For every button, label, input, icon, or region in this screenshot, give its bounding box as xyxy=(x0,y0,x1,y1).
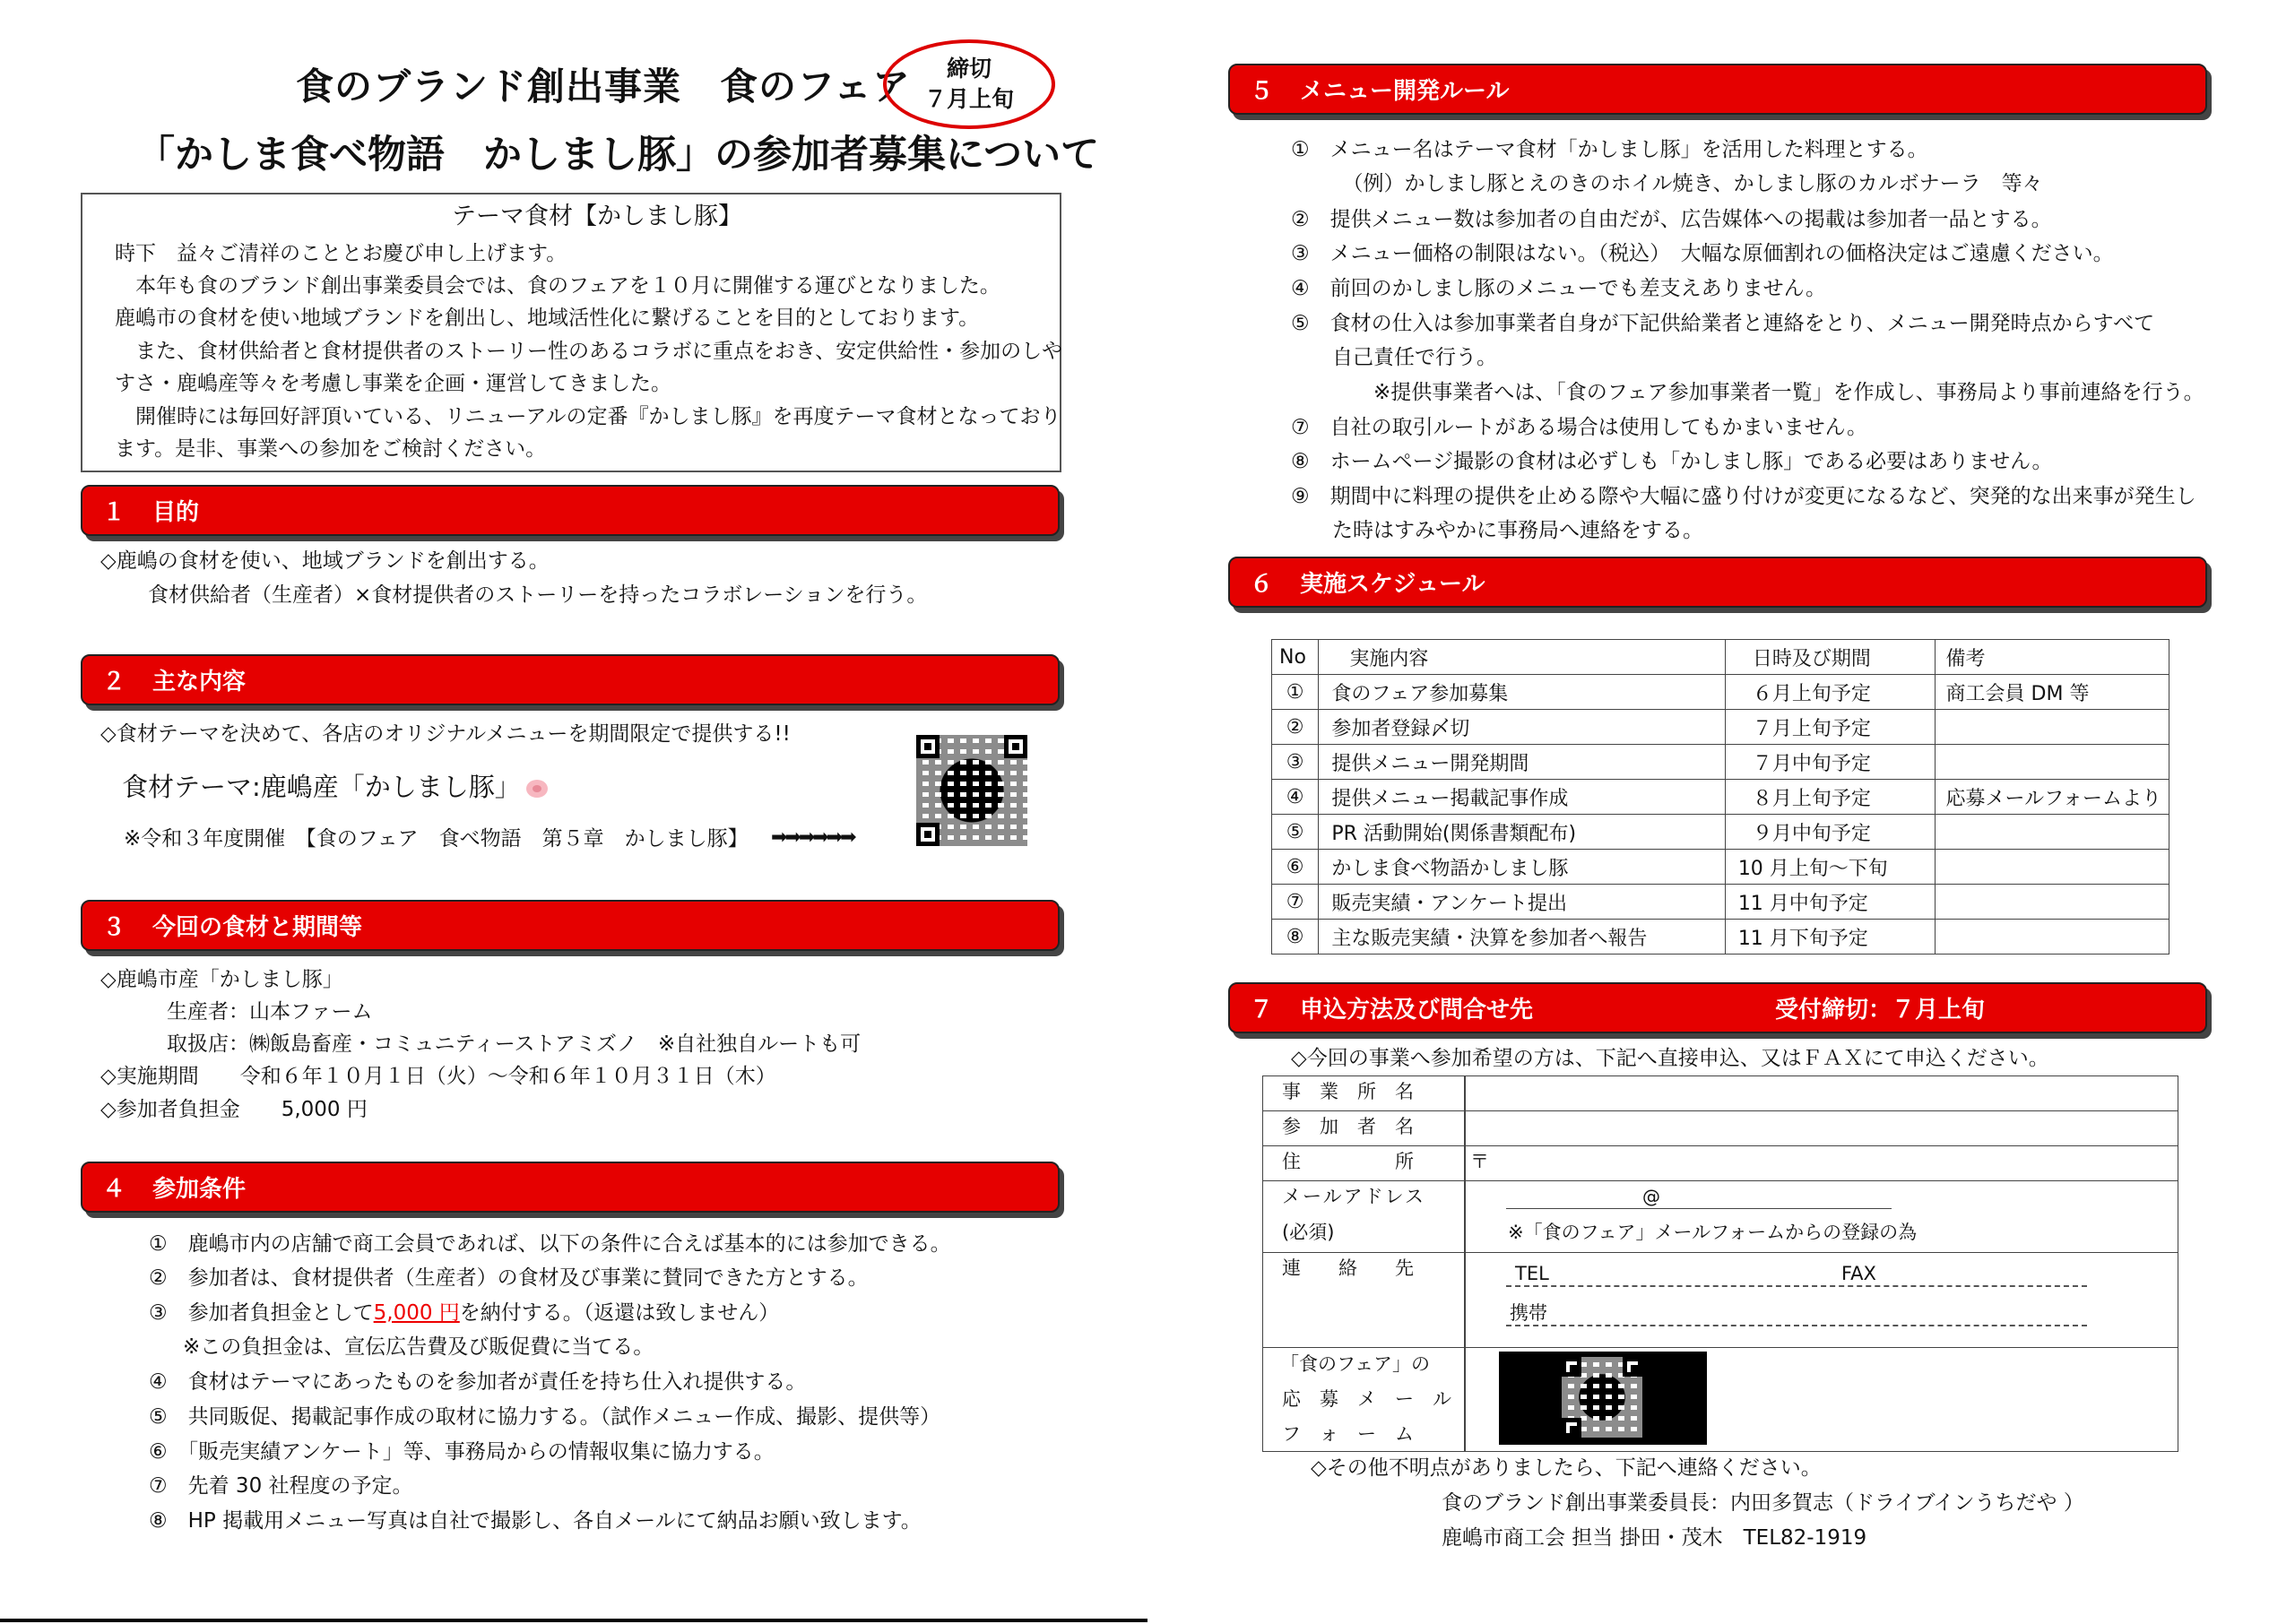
content-line: ◇食材テーマを決めて、各店のオリジナルメニューを期間限定で提供する!! xyxy=(100,722,791,746)
rule-line: ① メニュー名はテーマ食材「かしまし豚」を活用した料理とする。 xyxy=(1291,138,1928,161)
rule-line: （例）かしまし豚とえのきのホイル焼き、かしまし豚のカルボナーラ 等々 xyxy=(1291,172,2043,195)
form-label-address: 住 所 xyxy=(1282,1151,1414,1172)
section-header-application xyxy=(1228,982,2207,1033)
food-theme-text: 食材テーマ:鹿嶋産「かしまし豚」 xyxy=(122,772,521,802)
arrow-icons: ➡➡➡➡➡➡ xyxy=(771,826,854,849)
table-cell: 提供メニュー開発期間 xyxy=(1319,745,1725,780)
footer-line: 鹿嶋市商工会 担当 掛田・茂木 TEL82-1919 xyxy=(1442,1526,1867,1550)
form-divider xyxy=(1464,1076,1466,1451)
table-row xyxy=(1272,850,2169,885)
table-header: 実施内容 xyxy=(1319,640,1725,675)
table-cell: ④ xyxy=(1272,780,1319,815)
intro-line: ます。是非、事業への参加をご検討ください。 xyxy=(115,437,547,461)
section-number: １ xyxy=(102,499,126,526)
qr-finder-icon xyxy=(1623,1357,1642,1377)
table-cell xyxy=(1935,885,2169,920)
table-row xyxy=(1272,815,2169,850)
email-at-sign: @ xyxy=(1642,1186,1660,1207)
intro-line: 開催時には毎回好評頂いている、リニューアルの定番『かしまし豚』を再度テーマ食材となっており xyxy=(115,405,1061,428)
tel-label: TEL xyxy=(1515,1263,1549,1284)
table-cell: 主な販売実績・決算を参加者へ報告 xyxy=(1319,920,1725,955)
intro-line: 鹿嶋市の食材を使い地域ブランドを創出し、地域活性化に繋げることを目的としております。 xyxy=(115,307,980,330)
intro-line: すさ・鹿嶋産等々を考慮し事業を企画・運営してきました。 xyxy=(115,372,671,395)
condition-item: ② 参加者は、食材提供者（生産者）の食材及び事業に賛同できた方とする。 xyxy=(149,1266,869,1290)
deadline-badge-line1: 締切 xyxy=(946,56,992,82)
rule-line: ⑧ ホームページ撮影の食材は必ずしも「かしまし豚」である必要はありません。 xyxy=(1291,450,2053,473)
table-cell: ⑤ xyxy=(1272,815,1319,850)
rule-line: ⑦ 自社の取引ルートがある場合は使用してもかまいません。 xyxy=(1291,416,1867,439)
qr-finder-icon xyxy=(1004,735,1027,758)
purpose-line: ◇鹿嶋の食材を使い、地域ブランドを創出する。 xyxy=(100,549,550,573)
section-number: ３ xyxy=(102,914,126,941)
condition-item: ⑥ 「販売実績アンケート」等、事務局からの情報収集に協力する。 xyxy=(149,1440,775,1464)
table-cell: 11 月中旬予定 xyxy=(1725,885,1935,920)
rule-line: ※提供事業者へは、「食のフェア参加事業者一覧」を作成し、事務局より事前連絡を行う。 xyxy=(1291,381,2204,404)
qr-code-past-event[interactable] xyxy=(916,735,1027,846)
table-cell: PR 活動開始(関係書類配布) xyxy=(1319,815,1725,850)
food-line: ◇実施期間 令和６年１０月１日（火）～令和６年１０月３１日（木） xyxy=(100,1065,776,1088)
table-cell xyxy=(1935,710,2169,745)
form-label-form: フ ォ ー ム xyxy=(1282,1423,1414,1445)
table-header-row xyxy=(1272,640,2169,675)
section-header-conditions xyxy=(81,1162,1060,1213)
table-cell: ② xyxy=(1272,710,1319,745)
food-line: ◇参加者負担金 5,000 円 xyxy=(100,1098,368,1121)
table-cell: ８月上旬予定 xyxy=(1725,780,1935,815)
form-row-line xyxy=(1263,1347,2178,1348)
section-header-content xyxy=(81,654,1060,705)
intro-line: また、食材供給者と食材提供者のストーリー性のあるコラボに重点をおき、安定供給性・参加のしや xyxy=(115,340,1063,363)
table-row xyxy=(1272,885,2169,920)
qr-finder-icon xyxy=(916,735,940,758)
schedule-table xyxy=(1271,639,2169,955)
form-label-contact: 連 絡 先 xyxy=(1282,1257,1414,1279)
table-cell xyxy=(1935,850,2169,885)
form-label-email-required: (必須) xyxy=(1282,1222,1335,1243)
address-input[interactable]: 〒 xyxy=(1470,1151,1489,1172)
table-row xyxy=(1272,745,2169,780)
email-input[interactable] xyxy=(1506,1208,1892,1209)
section-title: 実施スケジュール xyxy=(1300,571,1485,598)
name-input[interactable] xyxy=(1467,1112,2175,1143)
table-cell: ⑦ xyxy=(1272,885,1319,920)
deadline-badge-line2: ７月上旬 xyxy=(923,86,1014,112)
table-cell: ９月中旬予定 xyxy=(1725,815,1935,850)
condition-text: ③ 参加者負担金として xyxy=(149,1301,374,1325)
fax-label: FAX xyxy=(1841,1263,1876,1284)
intro-line: 本年も食のブランド創出事業委員会では、食のフェアを１０月に開催する運びとなりました。 xyxy=(115,274,1000,298)
table-cell: かしま食べ物語かしまし豚 xyxy=(1319,850,1725,885)
table-header: 備考 xyxy=(1935,640,2169,675)
qr-finder-icon xyxy=(916,823,940,846)
application-intro: ◇今回の事業へ参加希望の方は、下記へ直接申込、又はＦＡＸにて申込ください。 xyxy=(1291,1047,2049,1070)
section-header-food-period xyxy=(81,900,1060,951)
table-cell: 提供メニュー掲載記事作成 xyxy=(1319,780,1725,815)
condition-item: ① 鹿嶋市内の店舗で商工会員であれば、以下の条件に合えば基本的には参加できる。 xyxy=(149,1232,951,1256)
intro-theme: テーマ食材【かしまし豚】 xyxy=(452,203,742,230)
section-title: 目的 xyxy=(152,499,200,526)
deadline-badge xyxy=(883,39,1055,129)
section-number: ６ xyxy=(1250,571,1274,598)
food-line: 取扱店：㈱飯島畜産・コミュニティーストアミズノ ※自社独自ルートも可 xyxy=(167,1032,862,1056)
table-cell: ７月中旬予定 xyxy=(1725,745,1935,780)
table-cell: 販売実績・アンケート提出 xyxy=(1319,885,1725,920)
condition-item: ⑤ 共同販促、掲載記事作成の取材に協力する。（試作メニュー作成、撮影、提供等） xyxy=(149,1405,941,1429)
table-header: 日時及び期間 xyxy=(1725,640,1935,675)
rule-line: た時はすみやかに事務局へ連絡をする。 xyxy=(1291,519,1703,542)
table-row xyxy=(1272,675,2169,710)
table-cell: ６月上旬予定 xyxy=(1725,675,1935,710)
intro-line: 時下 益々ご清祥のこととお慶び申し上げます。 xyxy=(115,242,567,265)
condition-item: ④ 食材はテーマにあったものを参加者が責任を持ち仕入れ提供する。 xyxy=(149,1370,807,1394)
section-title: 申込方法及び問合せ先 xyxy=(1300,997,1534,1024)
form-label-email: メールアドレス xyxy=(1282,1186,1425,1207)
section-title: 参加条件 xyxy=(152,1176,247,1203)
table-cell: ① xyxy=(1272,675,1319,710)
form-row-line xyxy=(1263,1145,2178,1146)
section-title: 主な内容 xyxy=(152,669,247,695)
page-bottom-rule xyxy=(0,1619,1148,1622)
condition-text: を納付する。（返還は致しません） xyxy=(459,1301,780,1325)
table-cell xyxy=(1935,745,2169,780)
rule-line: ④ 前回のかしまし豚のメニューでも差支えありません。 xyxy=(1291,277,1826,300)
fee-amount: 5,000 円 xyxy=(373,1301,460,1325)
section-title: 今回の食材と期間等 xyxy=(152,914,363,941)
table-cell: ⑧ xyxy=(1272,920,1319,955)
title-line1: 食のブランド創出事業 食のフェア xyxy=(296,65,911,108)
form-label-office: 事 業 所 名 xyxy=(1282,1081,1414,1102)
section-number: ５ xyxy=(1250,78,1274,105)
form-label-form: 「食のフェア」の xyxy=(1280,1353,1430,1375)
table-row xyxy=(1272,780,2169,815)
rule-line: ⑨ 期間中に料理の提供を止める際や大幅に盛り付けが変更になるなど、突発的な出来事が発生し xyxy=(1291,485,2196,508)
section-number: ７ xyxy=(1250,997,1274,1024)
table-cell: 応募メールフォームより xyxy=(1935,780,2169,815)
application-deadline: 受付締切：７月上旬 xyxy=(1775,997,1986,1024)
section-title: メニュー開発ルール xyxy=(1300,78,1510,105)
condition-item: ⑦ 先着 30 社程度の予定。 xyxy=(149,1474,413,1498)
table-cell: ③ xyxy=(1272,745,1319,780)
email-note: ※「食のフェア」メールフォームからの登録の為 xyxy=(1508,1222,1918,1243)
table-cell xyxy=(1935,920,2169,955)
table-cell: ⑥ xyxy=(1272,850,1319,885)
rule-line: ② 提供メニュー数は参加者の自由だが、広告媒体への掲載は参加者一品とする。 xyxy=(1291,208,2052,231)
rule-line: 自己責任で行う。 xyxy=(1291,346,1497,369)
title-line2: 「かしま食べ物語 かしまし豚」の参加者募集について xyxy=(136,133,1100,177)
form-row-line xyxy=(1263,1110,2178,1111)
table-cell: 参加者登録〆切 xyxy=(1319,710,1725,745)
table-row xyxy=(1272,710,2169,745)
qr-code-application-form[interactable] xyxy=(1562,1357,1642,1438)
table-cell: 10 月上旬～下旬 xyxy=(1725,850,1935,885)
condition-note: ※この負担金は、宣伝広告費及び販促費に当てる。 xyxy=(183,1335,654,1359)
rule-line: ⑤ 食材の仕入は参加事業者自身が下記供給業者と連絡をとり、メニュー開発時点からすべて xyxy=(1291,312,2155,335)
form-row-line xyxy=(1263,1252,2178,1253)
table-row xyxy=(1272,920,2169,955)
rule-line: ③ メニュー価格の制限はない。（税込） 大幅な原価割れの価格決定はご遠慮ください。 xyxy=(1291,242,2114,265)
tel-fax-input[interactable] xyxy=(1506,1285,2087,1287)
table-cell: ７月上旬予定 xyxy=(1725,710,1935,745)
condition-item: ⑧ HP 掲載用メニュー写真は自社で撮影し、各自メールにて納品お願い致します。 xyxy=(149,1509,922,1533)
table-cell: 11 月下旬予定 xyxy=(1725,920,1935,955)
purpose-line: 食材供給者（生産者）×食材提供者のストーリーを持ったコラボレーションを行う。 xyxy=(148,583,928,607)
mobile-label: 携帯 xyxy=(1510,1302,1547,1324)
food-line: ◇鹿嶋市産「かしまし豚」 xyxy=(100,968,343,991)
office-input[interactable] xyxy=(1467,1077,2175,1108)
condition-item xyxy=(149,1303,779,1324)
section-header-purpose xyxy=(81,485,1060,536)
mobile-input[interactable] xyxy=(1506,1325,2087,1326)
section-number: ２ xyxy=(102,669,126,695)
food-theme xyxy=(122,774,548,800)
table-cell xyxy=(1935,815,2169,850)
section-number: ４ xyxy=(102,1176,126,1203)
qr-finder-icon xyxy=(1562,1357,1581,1377)
qr-finder-icon xyxy=(1562,1418,1581,1438)
intro-box xyxy=(81,193,1061,472)
past-event-note: ※令和３年度開催 【食のフェア 食べ物語 第５章 かしまし豚】 xyxy=(124,827,749,851)
form-label-form: 応 募 メ ー ル xyxy=(1282,1388,1451,1410)
footer-line: 食のブランド創出事業委員長：内田多賀志（ドライブインうちだや ） xyxy=(1442,1491,2084,1515)
section-header-schedule xyxy=(1228,557,2207,608)
form-label-name: 参 加 者 名 xyxy=(1282,1116,1414,1137)
footer-line: ◇その他不明点がありましたら、下記へ連絡ください。 xyxy=(1311,1456,1822,1480)
pig-icon xyxy=(526,780,548,798)
form-row-line xyxy=(1263,1180,2178,1181)
food-line: 生産者：山本ファーム xyxy=(167,1000,373,1024)
section-header-menu-rules xyxy=(1228,64,2207,115)
table-header: No xyxy=(1272,640,1319,675)
table-cell: 食のフェア参加募集 xyxy=(1319,675,1725,710)
table-cell: 商工会員 DM 等 xyxy=(1935,675,2169,710)
